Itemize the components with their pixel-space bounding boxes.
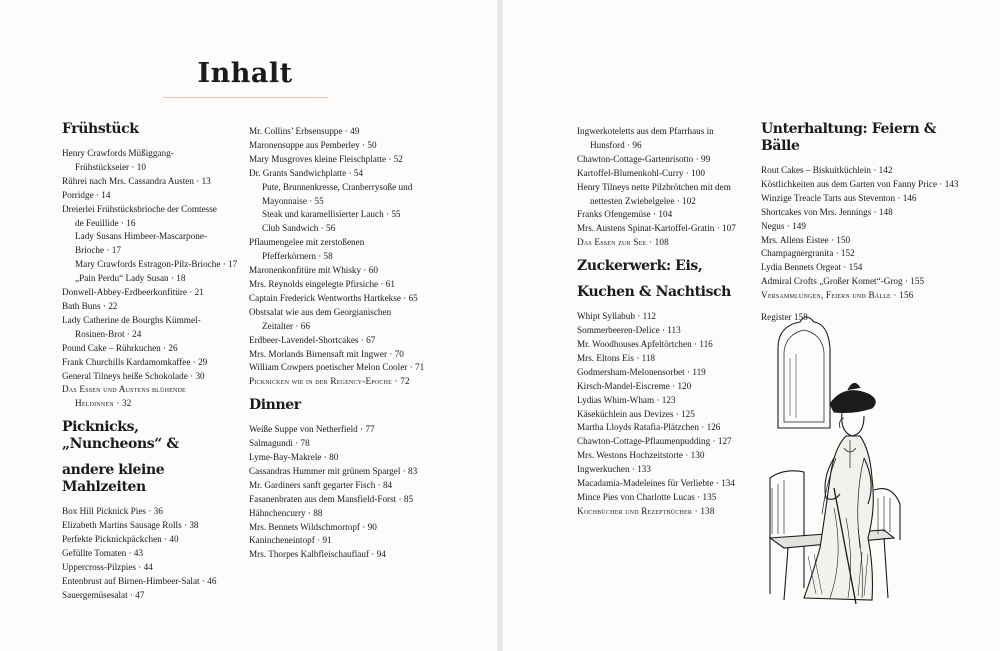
toc-entry: Chawton-Cottage-Pflaumenpudding · 127 (577, 436, 732, 447)
toc-column-2 (249, 125, 449, 562)
toc-entry: Captain Frederick Wentworths Hartkekse · 65 (249, 292, 418, 303)
toc-entry: Ingwerkuchen · 133 (577, 464, 651, 475)
toc-entry: Pound Cake – Rührkuchen · 26 (62, 342, 178, 353)
toc-entry: Cassandras Hummer mit grünem Spargel · 83 (249, 465, 418, 476)
toc-entry: Köstlichkeiten aus dem Garten von Fanny Price · 143 (761, 178, 959, 189)
toc-column-4 (761, 121, 959, 325)
toc-entry: Maronensuppe aus Pemberley · 50 (249, 139, 377, 150)
toc-entry: Perfekte Picknickpäckchen · 40 (62, 534, 179, 545)
toc-entry: Rosinen-Brot · 24 (75, 328, 142, 339)
toc-entry: Whipt Syllabub · 112 (577, 311, 657, 322)
toc-entry: Käseküchlein aus Devizes · 125 (577, 408, 695, 419)
page-title: Inhalt (197, 58, 293, 89)
toc-entry: Versammlungen, Feiern und Bälle · 156 (761, 290, 914, 301)
toc-entry: Kirsch-Mandel-Eiscreme · 120 (577, 380, 692, 391)
section-heading: Picknicks, „Nuncheons“ & (62, 419, 179, 453)
toc-entry: Mrs. Thorpes Kalbfleischauflauf · 94 (249, 549, 386, 560)
spacer (62, 411, 242, 419)
toc-entry: Ingwerkoteletts aus dem Pfarrhaus in (577, 126, 714, 136)
toc-entry: Mary Crawfords Estragon-Pilz-Brioche · 17 (75, 259, 238, 270)
section-heading: Unterhaltung: Feiern & Bälle (761, 121, 936, 154)
toc-entry: General Tilneys heiße Schokolade · 30 (62, 370, 205, 381)
toc-entry: Erdbeer-Lavendel-Shortcakes · 67 (249, 334, 376, 345)
toc-entry: Lady Catherine de Bourghs Kümmel- (62, 314, 201, 325)
toc-entry: Elizabeth Martins Sausage Rolls · 38 (62, 520, 199, 531)
toc-entry: Entenbrust auf Birnen-Himbeer-Salat · 46 (62, 575, 217, 586)
toc-entry: Bath Buns · 22 (62, 300, 118, 311)
toc-entry: Zeitalter · 66 (262, 320, 310, 331)
toc-entry: Mr. Woodhouses Apfeltörtchen · 116 (577, 338, 713, 349)
toc-entry: Club Sandwich · 56 (262, 223, 336, 234)
toc-entry: Mrs. Bennets Wildschmortopf · 90 (249, 521, 377, 532)
toc-column-1 (62, 121, 242, 603)
toc-entry: Mayonnaise · 55 (262, 195, 324, 206)
toc-entry: Lydias Whim-Wham · 123 (577, 394, 676, 405)
toc-entry: Mary Musgroves kleine Fleischplatte · 52 (249, 153, 403, 164)
title-divider (163, 97, 328, 98)
toc-entry: Macadamia-Madeleines für Verliebte · 134 (577, 478, 735, 489)
toc-entry: Franks Ofengemüse · 104 (577, 209, 673, 220)
toc-entry: nettesten Zwiebelgelee · 102 (590, 195, 696, 206)
toc-entry: Negus · 149 (761, 220, 806, 231)
toc-entry: Kanincheneintopf · 91 (249, 535, 332, 546)
toc-entry: Hähnchencurry · 88 (249, 507, 323, 518)
toc-entry: Mrs. Allens Eistee · 150 (761, 234, 851, 245)
toc-entry: Sauergemüsesalat · 47 (62, 589, 145, 600)
section-heading: andere kleine Mahlzeiten (62, 462, 165, 496)
toc-entry: de Feuillide · 16 (75, 217, 136, 228)
toc-entry: Das Essen und Austens blühende (62, 384, 186, 395)
toc-entry: Mince Pies von Charlotte Lucas · 135 (577, 491, 717, 502)
book-gutter (497, 0, 503, 651)
section-heading: Frühstück (62, 121, 139, 137)
toc-entry: Henry Tilneys nette Pilzbrötchen mit dem (577, 181, 731, 192)
toc-entry: Mrs. Westons Hochzeitstorte · 130 (577, 450, 705, 461)
toc-entry: Sommerbeeren-Delice · 113 (577, 325, 681, 336)
lady-on-bench-illustration (764, 308, 914, 608)
toc-entry: Brioche · 17 (75, 245, 121, 256)
toc-entry: Dreierlei Frühstücksbrioche der Comtesse (62, 203, 217, 214)
toc-entry: Picknicken wie in der Regency-Epoche · 72 (249, 376, 410, 387)
toc-entry: William Cowpers poetischer Melon Cooler · 71 (249, 362, 425, 373)
toc-entry: Pfefferkörnern · 58 (262, 251, 333, 262)
toc-entry: Henry Crawfords Müßiggang- (62, 148, 174, 158)
section-heading: Dinner (249, 397, 301, 414)
toc-entry: Kochbücher und Rezeptbücher · 138 (577, 505, 715, 516)
toc-entry: Shortcakes von Mrs. Jennings · 148 (761, 206, 893, 217)
toc-entry: Chawton-Cottage-Gartenrisotto · 99 (577, 153, 711, 164)
toc-entry: Kartoffel-Blumenkohl-Curry · 100 (577, 167, 705, 178)
toc-entry: Winzige Treacle Tarts aus Steventon · 146 (761, 192, 917, 203)
spacer (249, 389, 449, 397)
toc-entry: Fasanenbraten aus dem Mansfield-Forst · 85 (249, 493, 414, 504)
toc-entry: Hunsford · 96 (590, 139, 642, 150)
toc-entry: Uppercross-Pilzpies · 44 (62, 561, 153, 572)
toc-entry: Salmagundi · 78 (249, 438, 310, 449)
toc-entry: Heldinnen · 32 (75, 398, 132, 409)
toc-entry: Obstsalat wie aus dem Georgianischen (249, 306, 392, 317)
toc-entry: Admiral Crofts „Großer Komet“-Grog · 155 (761, 276, 925, 287)
toc-entry: Lydia Bennets Orgeat · 154 (761, 262, 863, 273)
toc-entry: Steak und karamellisierter Lauch · 55 (262, 209, 401, 220)
toc-entry: „Pain Perdu“ Lady Susan · 18 (75, 273, 186, 284)
toc-entry: Lady Susans Himbeer-Mascarpone- (75, 231, 207, 242)
toc-entry: Box Hill Picknick Pies · 36 (62, 506, 163, 517)
section-heading: Kuchen & Nachtisch (577, 284, 731, 301)
toc-entry: Rührei nach Mrs. Cassandra Austen · 13 (62, 175, 211, 186)
toc-entry: Mrs. Morlands Birnensaft mit Ingwer · 70 (249, 348, 404, 359)
toc-entry: Maronenkonfitüre mit Whisky · 60 (249, 265, 378, 276)
toc-entry: Donwell-Abbey-Erdbeerkonfitüre · 21 (62, 287, 204, 298)
toc-entry: Das Essen zur See · 108 (577, 237, 669, 248)
toc-entry: Weiße Suppe von Netherfield · 77 (249, 424, 375, 435)
section-heading: Zuckerwerk: Eis, (577, 258, 703, 275)
toc-entry: Frühstückseier · 10 (75, 161, 146, 172)
toc-entry: Lyme-Bay-Makrele · 80 (249, 452, 339, 463)
toc-entry: Rout Cakes – Biskuitküchlein · 142 (761, 165, 893, 175)
toc-entry: Mrs. Eltons Eis · 118 (577, 352, 656, 363)
toc-entry: Gefüllte Tomaten · 43 (62, 547, 144, 558)
toc-entry: Mrs. Austens Spinat-Kartoffel-Gratin · 107 (577, 223, 736, 234)
toc-entry: Frank Churchills Kardamomkaffee · 29 (62, 356, 208, 367)
toc-column-3 (577, 125, 752, 519)
toc-entry: Pflaumengelee mit zerstoßenen (249, 237, 365, 248)
toc-entry: Dr. Grants Sandwichplatte · 54 (249, 167, 364, 178)
toc-entry: Mr. Gardiners sanft gegarter Fisch · 84 (249, 479, 393, 490)
toc-entry: Pute, Brunnenkresse, Cranberrysoße und (262, 181, 413, 192)
spacer (577, 250, 752, 258)
toc-entry: Register 158 (761, 312, 808, 323)
toc-entry: Godmersham-Melonensorbet · 119 (577, 366, 706, 377)
toc-entry: Mrs. Reynolds eingelegte Pfirsiche · 61 (249, 278, 395, 289)
toc-entry: Martha Lloyds Ratafia-Plätzchen · 126 (577, 422, 721, 433)
toc-entry: Champagnergranita · 152 (761, 248, 855, 259)
toc-entry: Mr. Collins’ Erbsensuppe · 49 (249, 126, 360, 136)
toc-entry: Porridge · 14 (62, 189, 111, 200)
